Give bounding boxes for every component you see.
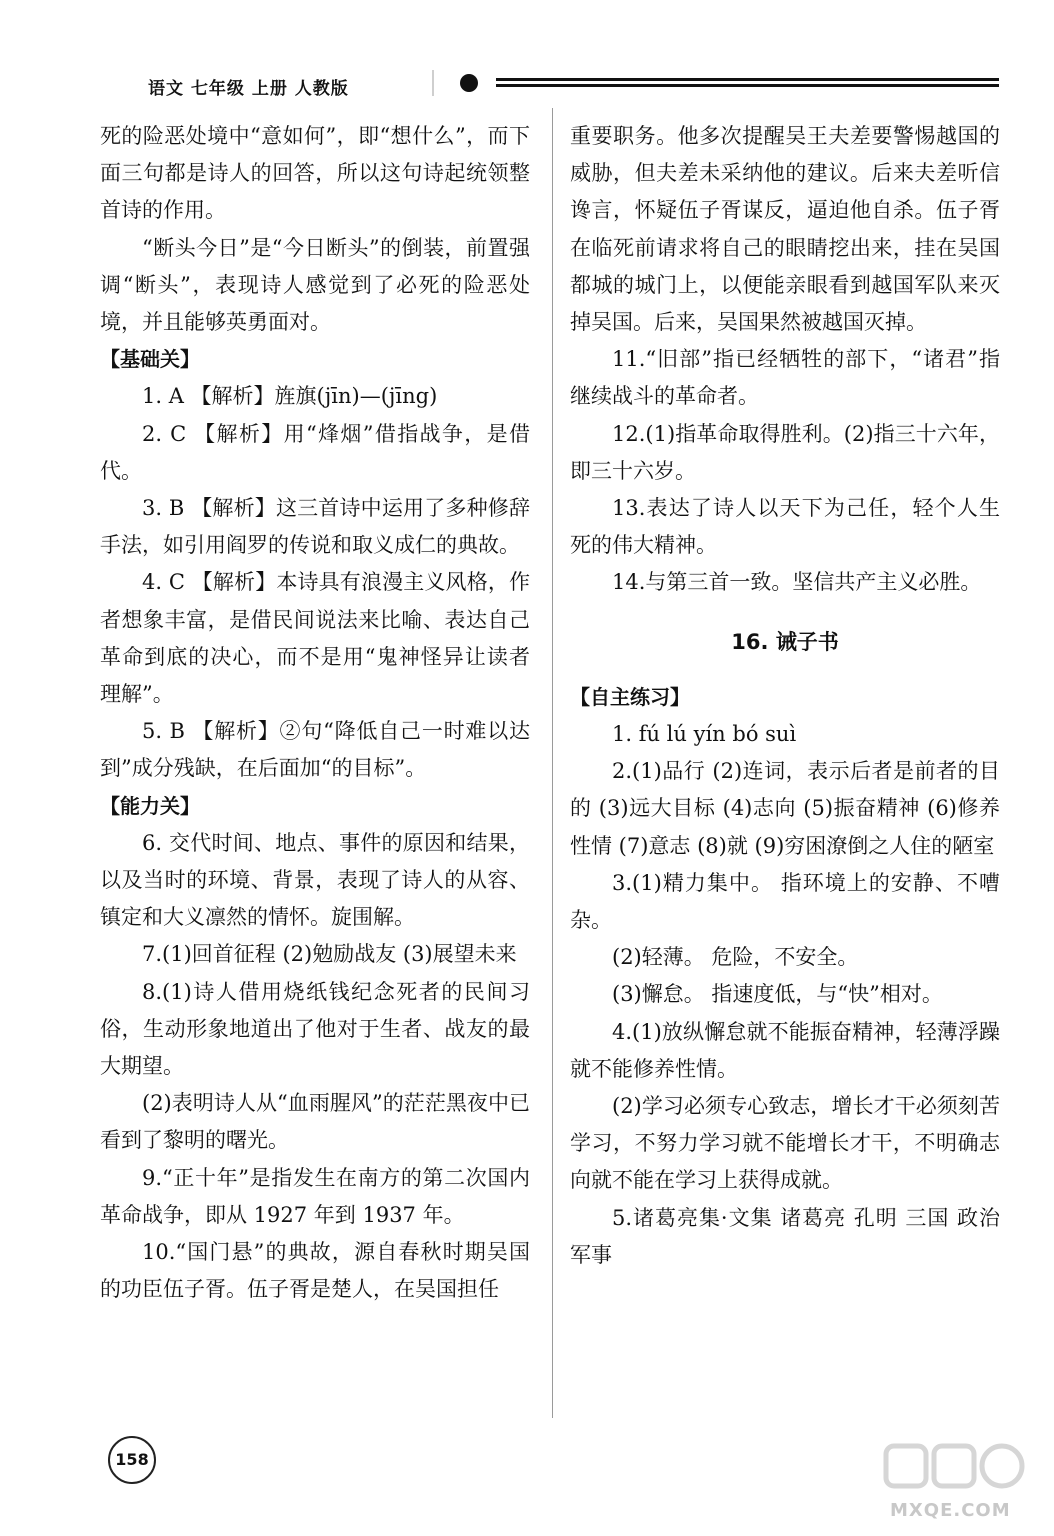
answer-paragraph: 12.(1)指革命取得胜利。(2)指三十六年，即三十六岁。	[570, 421, 1000, 483]
watermark-text: MXQE.COM	[890, 1500, 1011, 1521]
header-subject-line: 语文 七年级 上册 人教版	[148, 79, 349, 99]
header-rule	[496, 84, 999, 87]
answer-paragraph: 10.“国门悬”的典故，源自春秋时期吴国的功臣伍子胥。伍子胥是楚人，在吴国担任	[100, 1240, 530, 1302]
answer-paragraph: 1. A 【解析】旌旗(jīn)—(jīng)	[142, 384, 438, 409]
answer-paragraph: (2)轻薄。 危险，不安全。	[612, 945, 859, 970]
answer-paragraph: 重要职务。他多次提醒吴王夫差要警惕越国的威胁，但夫差未采纳他的建议。后来夫差听信谗言，怀疑伍子胥谋反，逼迫他自杀。伍子胥在临死前请求将自己的眼睛挖出来，挂在吴国都城的城门上，以便能亲眼看到越国军队来灭掉吴国。后来，吴国果然被越国灭掉。	[570, 124, 1000, 335]
section-heading: 【自主练习】	[570, 684, 690, 709]
left-column	[100, 118, 530, 1309]
header-rule	[496, 78, 999, 81]
answer-paragraph: 5. B 【解析】②句“降低自己一时难以达到”成分残缺，在后面加“的目标”。	[100, 719, 530, 781]
header-bullet-dot	[460, 74, 478, 92]
answer-paragraph: 9.“正十年”是指发生在南方的第二次国内革命战争，即从 1927 年到 1937 年。	[100, 1165, 530, 1227]
answer-paragraph: 死的险恶处境中“意如何”，即“想什么”，而下面三句都是诗人的回答，所以这句诗起统领整首诗的作用。	[100, 124, 530, 223]
answer-paragraph: 2.(1)品行 (2)连词，表示后者是前者的目的 (3)远大目标 (4)志向 (5)振奋精神 (6)修养性情 (7)意志 (8)就 (9)穷困潦倒之人住的陋室	[570, 759, 1000, 858]
page-number: 158	[108, 1436, 156, 1484]
answer-paragraph: 4. C 【解析】本诗具有浪漫主义风格，作者想象丰富，是借民间说法来比喻、表达自己革命到底的决心，而不是用“鬼神怪异让读者理解”。	[100, 570, 530, 707]
answer-paragraph: 3. B 【解析】这三首诗中运用了多种修辞手法，如引用阎罗的传说和取义成仁的典故。	[100, 496, 530, 558]
answer-paragraph: 7.(1)回首征程 (2)勉励战友 (3)展望未来	[142, 942, 517, 967]
answer-paragraph: 5.诸葛亮集·文集 诸葛亮 孔明 三国 政治 军事	[570, 1205, 1000, 1267]
answer-paragraph: 3.(1)精力集中。 指环境上的安静、不嘈杂。	[570, 870, 1000, 933]
answer-paragraph: 14.与第三首一致。坚信共产主义必胜。	[612, 570, 982, 595]
answer-paragraph: 13.表达了诗人以天下为己任，轻个人生死的伟大精神。	[570, 496, 1000, 558]
section-heading: 【能力关】	[100, 793, 200, 818]
answer-paragraph: “断头今日”是“今日断头”的倒装，前置强调“断头”，表现诗人感觉到了必死的险恶处境，并且能够英勇面对。	[100, 235, 530, 335]
header-separator	[432, 70, 434, 96]
answer-paragraph: 8.(1)诗人借用烧纸钱纪念死者的民间习俗，生动形象地道出了他对于生者、战友的最大期望。	[100, 979, 530, 1079]
answer-paragraph: 2. C 【解析】用“烽烟”借指战争，是借代。	[100, 421, 530, 483]
answer-paragraph: 6. 交代时间、地点、事件的原因和结果，以及当时的环境、背景，表现了诗人的从容、镇定和大义凛然的情怀。旋围解。	[100, 830, 530, 930]
answer-paragraph: 4.(1)放纵懈怠就不能振奋精神，轻薄浮躁就不能修养性情。	[570, 1019, 1000, 1081]
right-column	[570, 118, 1000, 1274]
answer-paragraph: 1. fú lú yín bó suì	[612, 722, 797, 747]
column-divider	[552, 108, 553, 1418]
answer-paragraph: (2)学习必须专心致志，增长才干必须刻苦学习，不努力学习就不能增长才干，不明确志向就不能在学习上获得成就。	[570, 1094, 1000, 1193]
answer-paragraph: 11.“旧部”指已经牺牲的部下，“诸君”指继续战斗的革命者。	[570, 347, 1000, 409]
answer-paragraph: (3)懈怠。 指速度低，与“快”相对。	[612, 982, 943, 1007]
lesson-title: 16. 诫子书	[731, 629, 839, 654]
answer-paragraph: (2)表明诗人从“血雨腥风”的茫茫黑夜中已看到了黎明的曙光。	[100, 1091, 530, 1153]
section-heading: 【基础关】	[100, 347, 200, 372]
